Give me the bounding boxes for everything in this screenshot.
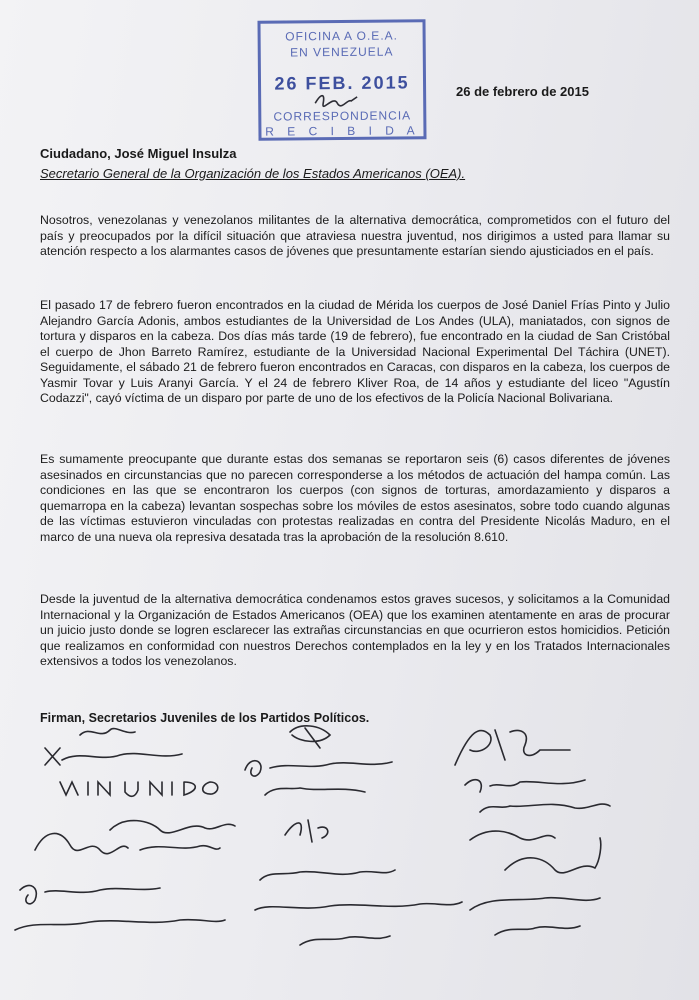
letter-date: 26 de febrero de 2015 [456, 84, 589, 99]
stamp-initials-icon [313, 91, 373, 110]
stamp-correspondence-line: CORRESPONDENCIA [273, 108, 412, 124]
signoff-line: Firman, Secretarios Juveniles de los Partidos Políticos. [40, 711, 370, 725]
paragraph-2: El pasado 17 de febrero fueron encontrados en la ciudad de Mérida los cuerpos de José Daniel Frías Pinto y Julio Alejandro García Adonis, ambos estudiantes de la Universidad de Los Andes (ULA), maniatados, con signos de tortura y disparos en la cabeza. Dos días más tarde (19 de febrero), fue encontrado en la ciudad de San Cristóbal el cuerpo de Jhon Barreto Ramírez, estudiante de la Universidad Nacional Experimental Del Táchira (UNET). Seguidamente, el sábado 21 de febrero fueron encontrados en Caracas, con disparos en la cabeza, los cuerpos de Yasmir Tovar y Luis Aranyi García. Y el 24 de febrero Kliver Roa, de 14 años y estudiante del liceo "Agustín Codazzi", cayó víctima de un disparo por parte de uno de los efectivos de la Policía Nacional Bolivariana. [40, 298, 670, 405]
stamp-office-line: OFICINA A O.E.A. [285, 28, 399, 44]
paragraph-3: Es sumamente preocupante que durante estas dos semanas se reportaron seis (6) casos diferentes de jóvenes asesinados en circunstancias que no parecen corresponderse a los métodos de actuación del hampa común. Las condiciones en las que se encontraron los cuerpos (con signos de torturas, amordazamiento y disparos a quemarropa en la cabeza) levantan sospechas sobre los móviles de estos asesinatos, sobre todo cuando algunas de las víctimas estuvieron vinculadas con protestas realizadas en contra del Presidente Nicolás Maduro, en el marco de una nueva ola represiva desatada tras la aprobación de la resolución 8.610. [40, 452, 670, 544]
handwritten-signatures [0, 720, 699, 1000]
recipient-title: Secretario General de la Organización de los Estados Americanos (OEA). [40, 166, 466, 181]
reception-stamp [257, 19, 426, 140]
stamp-date: 26 FEB. 2015 [274, 72, 410, 94]
stamp-country-line: EN VENEZUELA [290, 44, 394, 60]
stamp-received-line: R E C I B I D A [265, 123, 420, 139]
paragraph-4: Desde la juventud de la alternativa democrática condenamos estos graves sucesos, y solicitamos a la Comunidad Internacional y la Organización de Estados Americanos (OEA) que los examinen atentamente en aras de procurar un juicio justo donde se logren esclarecer las extrañas circunstancias en que ocurrieron estos homicidios. Petición que realizamos en conformidad con nuestros Derechos contemplados en la ley y en los Tratados Internacionales extensivos a todos los venezolanos. [40, 592, 670, 668]
recipient-name: Ciudadano, José Miguel Insulza [40, 146, 237, 161]
paragraph-1: Nosotros, venezolanas y venezolanos militantes de la alternativa democrática, comprometidos con el futuro del país y preocupados por la difícil situación que atraviesa nuestra juventud, nos dirigimos a usted para llamar su atención respecto a los alarmantes casos de jóvenes que presuntamente estarían siendo ajusticiados en el país. [40, 213, 670, 258]
